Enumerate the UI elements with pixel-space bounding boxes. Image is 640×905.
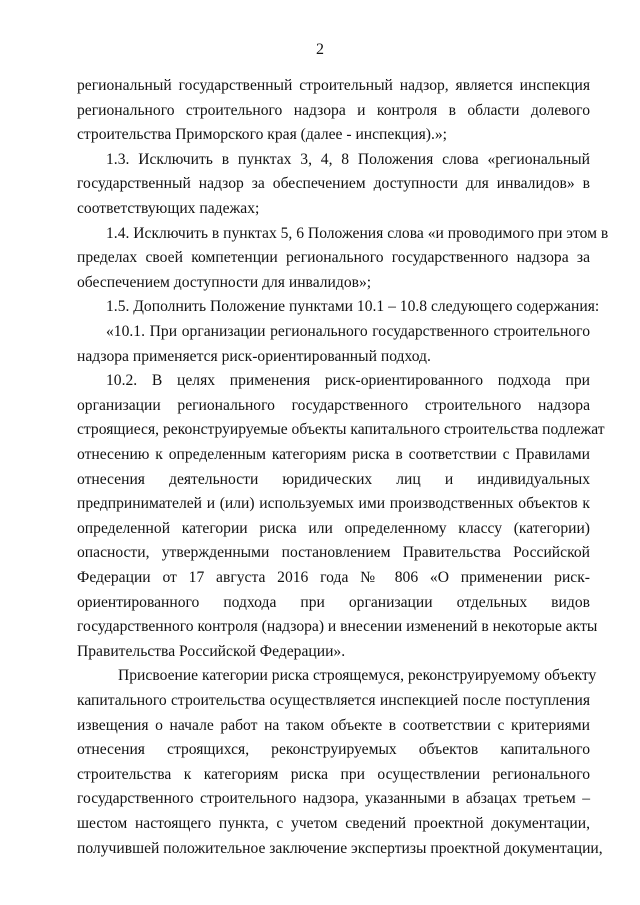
text-line: пределах своей компетенции регионального государственного надзора за (77, 249, 590, 267)
text-line: регионального строительного надзора и контроля в области долевого (77, 101, 590, 119)
text-line: строительства к категориям риска при осуществлении регионального (77, 765, 590, 783)
text-line: Присвоение категории риска строящемуся, реконструируемому объекту (118, 667, 597, 685)
text-line: 1.5. Дополнить Положение пунктами 10.1 – 10.8 следующего содержания: (106, 298, 600, 316)
text-line: обеспечением доступности для инвалидов»; (77, 273, 372, 291)
text-line: организации регионального государственного строительного надзора (77, 396, 590, 414)
text-line: «10.1. При организации регионального государственного строительного (106, 323, 590, 340)
text-line: шестом настоящего пункта, с учетом сведений проектной документации, (77, 815, 590, 832)
text-line: строящиеся, реконструируемые объекты капитального строительства подлежат (77, 421, 605, 439)
text-line: отнесения деятельности юридических лиц и индивидуальных (77, 470, 590, 488)
text-line: соответствующих падежах; (77, 200, 260, 217)
text-line: Правительства Российской Федерации». (77, 642, 346, 660)
text-line: строительства Приморского края (далее - инспекция).»; (77, 126, 447, 144)
text-line: предпринимателей и (или) используемых ими производственных объектов к (77, 495, 590, 513)
text-line: 10.2. В целях применения риск-ориентированного подхода при (106, 372, 590, 390)
text-line: отнесения строящихся, реконструируемых объектов капитального (77, 741, 590, 759)
text-line: опасности, утвержденными постановлением Правительства Российской (77, 544, 590, 562)
text-line: 1.3. Исключить в пунктах 3, 4, 8 Положения слова «региональный (106, 150, 590, 168)
text-line: 1.4. Исключить в пунктах 5, 6 Положения слова «и проводимого при этом в (106, 224, 609, 242)
text-line: Федерации от 17 августа 2016 года № 806 «О применении риск- (77, 569, 590, 586)
text-line: отнесению к определенным категориям риска в соответствии с Правилами (77, 446, 590, 463)
text-line: капитального строительства осуществляется инспекцией после поступления (77, 692, 590, 709)
page-number: 2 (316, 41, 324, 58)
text-line: определенной категории риска или определенному классу (категории) (77, 519, 590, 537)
text-line: региональный государственный строительный надзор, является инспекция (77, 77, 590, 94)
text-line: надзора применяется риск-ориентированный подход. (77, 347, 431, 365)
text-line: государственного контроля (надзора) и внесении изменений в некоторые акты (77, 618, 598, 636)
text-line: получившей положительное заключение экспертизы проектной документации, (77, 839, 603, 857)
text-line: ориентированного подхода при организации отдельных видов (77, 593, 590, 611)
text-line: государственного строительного надзора, указанными в абзацах третьем – (77, 790, 590, 808)
text-line: извещения о начале работ на таком объекте в соответствии с критериями (77, 716, 590, 734)
text-line: государственный надзор за обеспечением доступности для инвалидов» в (77, 175, 590, 193)
